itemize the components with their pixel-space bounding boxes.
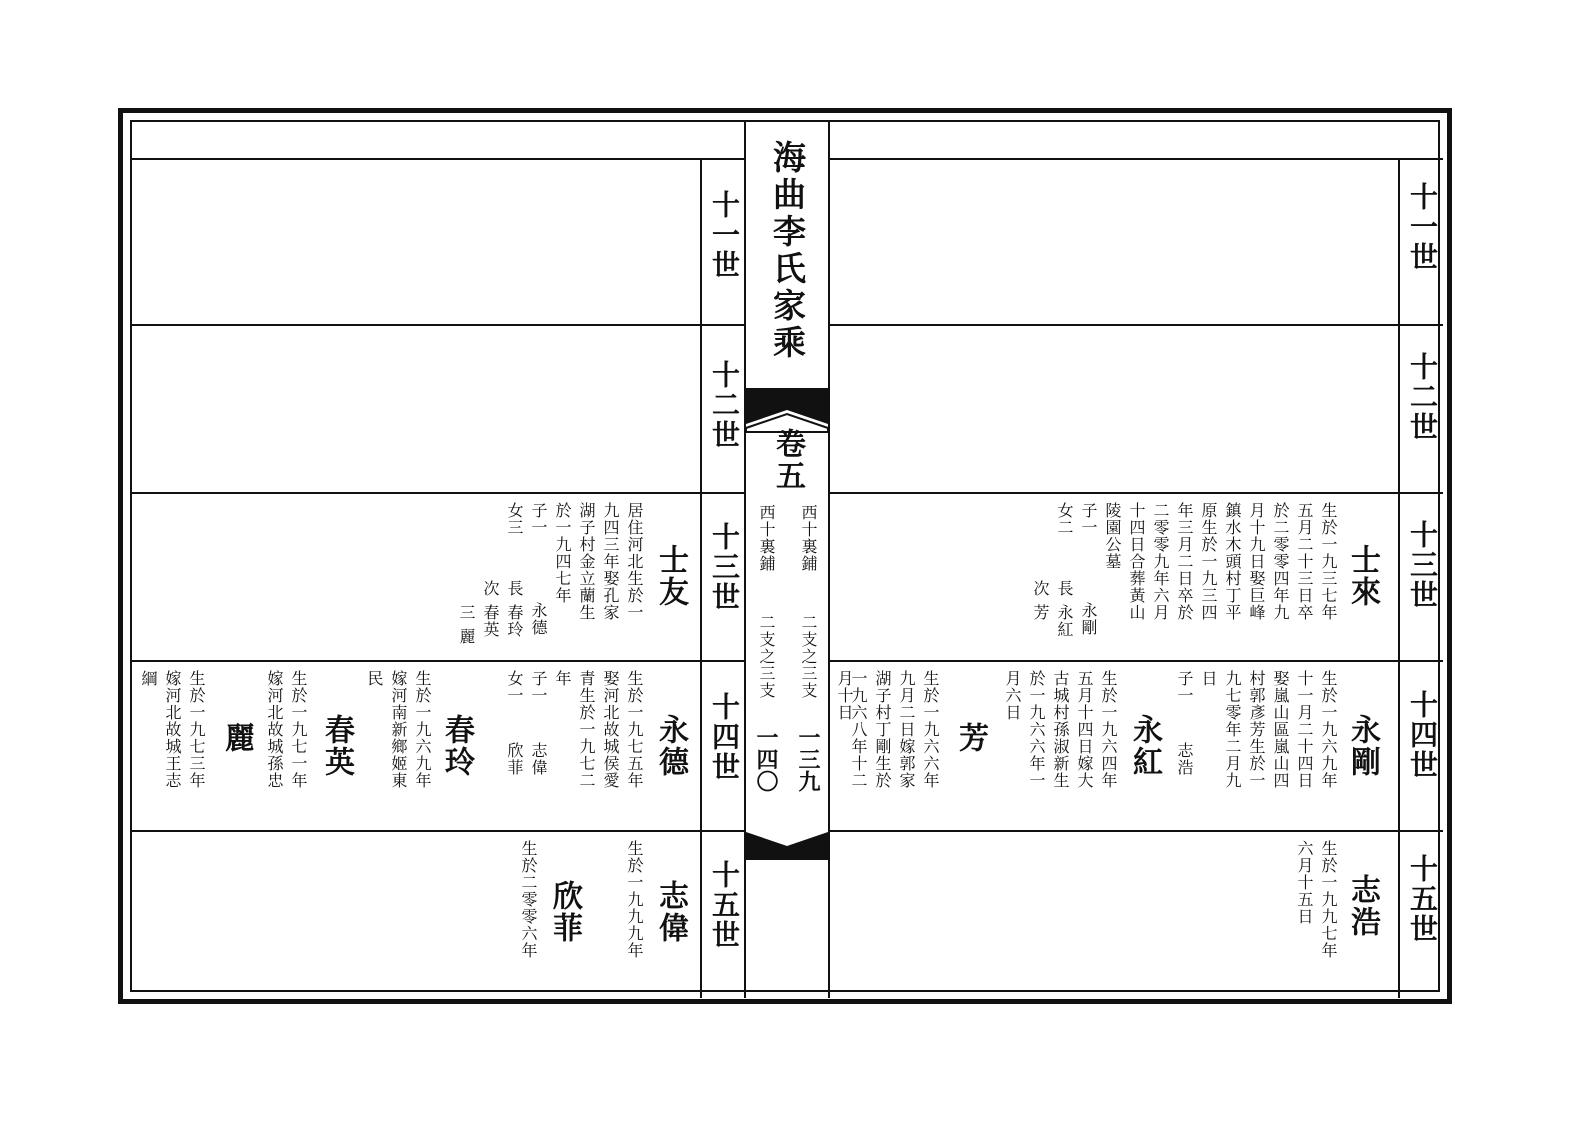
entry-line: 生於一九六六年 xyxy=(921,670,940,789)
entry-line: 女二 xyxy=(1055,502,1074,536)
child-name: 永紅 xyxy=(1055,604,1074,638)
entry-line: 生於一九六九年 xyxy=(1319,670,1338,789)
entry-line: 生於一九九九年 xyxy=(625,840,644,959)
entry-line: 九七零年二月九 xyxy=(1223,670,1242,789)
entry-line: 生於二零零六年 xyxy=(519,840,538,959)
person-name-xinfei: 欣菲 xyxy=(547,880,582,944)
spine-right-branch: 二支之三支 xyxy=(799,614,818,699)
entry-line: 日 xyxy=(1199,670,1218,687)
right-gen-12: 十二世 xyxy=(1406,352,1439,442)
entry-line: 湖子村金立蘭生 xyxy=(577,502,596,621)
page-number-139: 一三九 xyxy=(795,726,821,792)
entry-line: 陵園公墓 xyxy=(1103,502,1122,570)
entry-line: 子一 xyxy=(1175,670,1194,704)
entry-line: 於二零零四年九 xyxy=(1271,502,1290,621)
entry-line: 嫁河南新鄉姬東 xyxy=(389,670,408,789)
person-name-yonggang: 永剛 xyxy=(1345,714,1380,778)
person-name-fang: 芳 xyxy=(953,722,988,754)
right-gen-14: 十四世 xyxy=(1406,690,1439,780)
book-title: 海曲李氏家乘 xyxy=(768,140,807,362)
entry-line: 子一 xyxy=(1079,502,1098,536)
child-name: 永剛 xyxy=(1079,602,1098,636)
entry-line: 村郭彥芳生於一 xyxy=(1247,670,1266,789)
entry-line: 娶嵐山區嵐山四 xyxy=(1271,670,1290,789)
child-label: 次 xyxy=(1031,580,1050,597)
inner-frame xyxy=(130,120,1440,992)
genealogy-book-spread xyxy=(118,108,1452,1004)
person-name-li: 麗 xyxy=(219,722,254,754)
child-label: 長 xyxy=(505,580,524,597)
entry-line: 嫁河北故城王志 xyxy=(163,670,182,789)
entry-line: 月六日 xyxy=(1003,670,1022,721)
entry-line: 綱 xyxy=(139,670,158,687)
entry-line: 青生於一九七二 xyxy=(577,670,596,789)
entry-line: 娶河北故城侯愛 xyxy=(601,670,620,789)
entry-line: 六月十五日 xyxy=(1295,840,1314,925)
left-gen-15: 十五世 xyxy=(708,860,741,950)
entry-line: 子一 xyxy=(529,502,548,536)
person-name-shilai: 士來 xyxy=(1345,544,1380,608)
entry-line: 五月十四日嫁大 xyxy=(1075,670,1094,789)
person-name-chunying: 春英 xyxy=(319,714,354,778)
entry-line: 生於一九七一年 xyxy=(289,670,308,789)
entry-line: 生於一九九七年 xyxy=(1319,840,1338,959)
entry-line: 九月二日嫁郭家 xyxy=(897,670,916,789)
entry-line: 二零零九年六月 xyxy=(1151,502,1170,621)
right-gen-15: 十五世 xyxy=(1406,854,1439,944)
child-name: 春玲 xyxy=(505,604,524,638)
left-gen-13: 十三世 xyxy=(708,522,741,612)
spine-left-place: 西十裏鋪 xyxy=(757,504,776,572)
entry-line: 生於一九七五年 xyxy=(625,670,644,789)
entry-line: 於一九六六年一 xyxy=(1027,670,1046,789)
page-number-140: 一四〇 xyxy=(753,726,779,792)
entry-line: 一九六八年十二 xyxy=(849,670,868,789)
entry-line: 鎮水木頭村丁平 xyxy=(1223,502,1242,621)
child-name: 麗 xyxy=(457,628,476,645)
entry-line: 女一 xyxy=(505,670,524,704)
spine-right-place: 西十裏鋪 xyxy=(799,504,818,572)
entry-line: 嫁河北故城孫忠 xyxy=(265,670,284,789)
spine-left-branch: 二支之三支 xyxy=(757,614,776,699)
person-name-yonghong: 永紅 xyxy=(1127,714,1162,778)
left-gen-12: 十二世 xyxy=(708,360,741,450)
right-gen-11: 十一世 xyxy=(1406,182,1439,272)
entry-line: 月十九日娶巨峰 xyxy=(1247,502,1266,621)
volume-label: 卷五 xyxy=(770,428,805,492)
child-label: 長 xyxy=(1055,580,1074,597)
entry-line: 年三月二日卒於 xyxy=(1175,502,1194,621)
child-label: 次 xyxy=(481,580,500,597)
left-gen-11: 十一世 xyxy=(708,190,741,280)
entry-line: 生於一九三七年 xyxy=(1319,502,1338,621)
entry-line: 生於一九七三年 xyxy=(187,670,206,789)
entry-line: 於一九四七年 xyxy=(553,502,572,604)
entry-line: 五月二十三日卒 xyxy=(1295,502,1314,621)
entry-line: 九四三年娶孔家 xyxy=(601,502,620,621)
entry-line: 生於一九六九年 xyxy=(413,670,432,789)
person-name-yongde: 永德 xyxy=(653,714,688,778)
child-name: 永德 xyxy=(529,602,548,636)
child-label: 三 xyxy=(457,604,476,621)
person-name-zhihao: 志浩 xyxy=(1345,874,1380,938)
entry-line: 月十日 xyxy=(835,670,854,721)
child-name: 春英 xyxy=(481,604,500,638)
entry-line: 十一月二十四日 xyxy=(1295,670,1314,789)
entry-line: 年 xyxy=(553,670,572,687)
child-name: 志偉 xyxy=(529,742,548,776)
entry-line: 原生於一九三四 xyxy=(1199,502,1218,621)
person-name-shiyou: 士友 xyxy=(653,544,688,608)
right-gen-13: 十三世 xyxy=(1406,520,1439,610)
entry-line: 十四日合葬黃山 xyxy=(1127,502,1146,621)
person-name-zhiwei: 志偉 xyxy=(653,880,688,944)
entry-line: 生於一九六四年 xyxy=(1099,670,1118,789)
child-name: 欣菲 xyxy=(505,742,524,776)
entry-line: 古城村孫淑新生 xyxy=(1051,670,1070,789)
entry-line: 女三 xyxy=(505,502,524,536)
child-name: 芳 xyxy=(1031,604,1050,621)
entry-line: 湖子村丁剛生於 xyxy=(873,670,892,789)
child-name: 志浩 xyxy=(1175,742,1194,776)
entry-line: 居住河北生於一 xyxy=(625,502,644,621)
left-gen-14: 十四世 xyxy=(708,692,741,782)
person-name-chunling: 春玲 xyxy=(439,714,474,778)
entry-line: 民 xyxy=(365,670,384,687)
entry-line: 子一 xyxy=(529,670,548,704)
